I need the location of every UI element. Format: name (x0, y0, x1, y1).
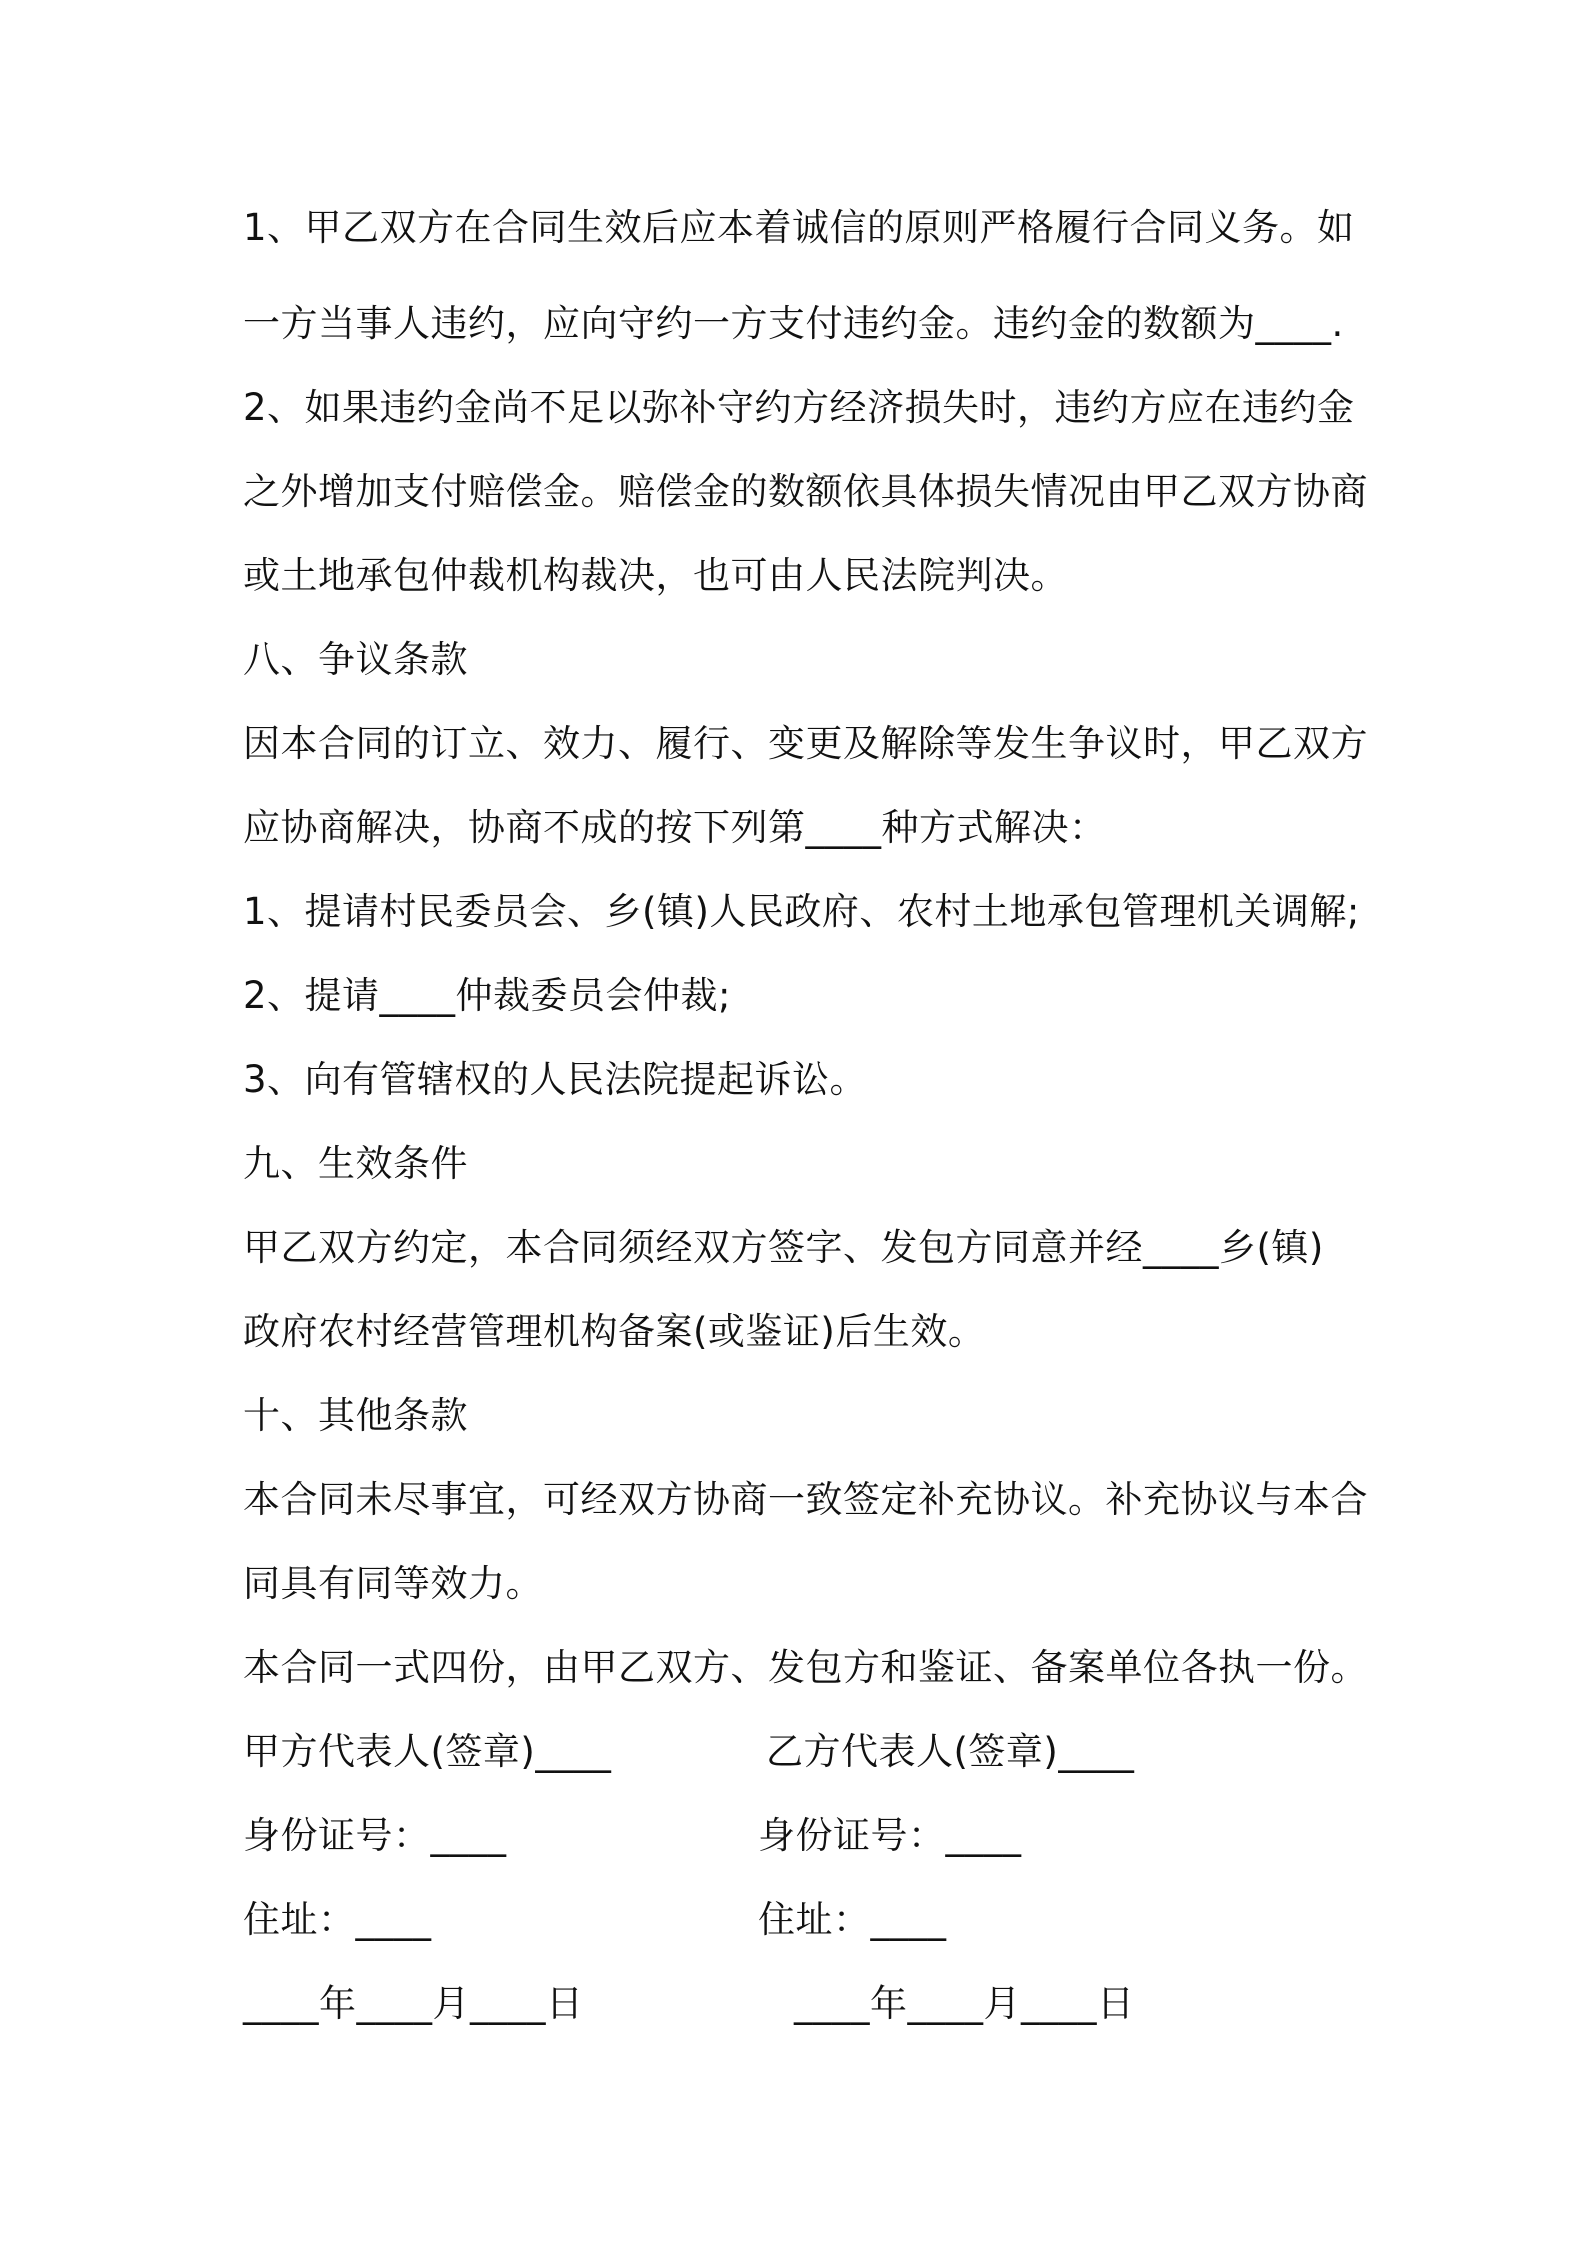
signature-row-representative (243, 1710, 1363, 1794)
clause-7-item-2-line-3: 或土地承包仲裁机构裁决，也可由人民法院判决。 (243, 554, 1068, 597)
other-paragraph-line-1: 本合同未尽事宜，可经双方协商一致签定补充协议。补充协议与本合 (243, 1478, 1368, 1521)
copies-paragraph: 本合同一式四份，由甲乙双方、发包方和鉴证、备案单位各执一份。 (243, 1646, 1368, 1689)
effectiveness-paragraph-line-2: 政府农村经营管理机构备案(或鉴证)后生效。 (243, 1310, 986, 1353)
party-a-address: 住址：____ (243, 1898, 432, 1941)
party-b-representative: 乙方代表人(签章)____ (766, 1730, 1135, 1773)
other-paragraph-line-2: 同具有同等效力。 (243, 1562, 543, 1605)
party-a-date: ____年____月____日 (243, 1982, 584, 2025)
section-heading-dispute: 八、争议条款 (243, 638, 468, 681)
section-heading-other: 十、其他条款 (243, 1394, 468, 1437)
signature-row-id (243, 1794, 1363, 1878)
party-b-date: ____年____月____日 (794, 1982, 1135, 2025)
dispute-option-3: 3、向有管辖权的人民法院提起诉讼。 (243, 1058, 868, 1101)
dispute-option-2: 2、提请____仲裁委员会仲裁; (243, 974, 732, 1017)
party-b-address: 住址：____ (758, 1898, 947, 1941)
clause-7-item-2-line-2: 之外增加支付赔偿金。赔偿金的数额依具体损失情况由甲乙双方协商 (243, 470, 1368, 513)
party-a-id-number: 身份证号：____ (243, 1814, 507, 1857)
effectiveness-paragraph-line-1: 甲乙双方约定，本合同须经双方签字、发包方同意并经____乡(镇) (243, 1226, 1324, 1269)
clause-7-item-2-line-1: 2、如果违约金尚不足以弥补守约方经济损失时，违约方应在违约金 (243, 386, 1355, 429)
party-b-id-number: 身份证号：____ (758, 1814, 1022, 1857)
signature-row-date (243, 1962, 1363, 2046)
dispute-paragraph-line-2: 应协商解决，协商不成的按下列第____种方式解决： (243, 806, 1107, 849)
section-heading-effectiveness: 九、生效条件 (243, 1142, 468, 1185)
dispute-option-1: 1、提请村民委员会、乡(镇)人民政府、农村土地承包管理机关调解; (243, 890, 1360, 933)
clause-7-item-1-line-1: 1、甲乙双方在合同生效后应本着诚信的原则严格履行合同义务。如 (243, 206, 1355, 249)
document-body (243, 198, 1368, 2046)
clause-7-item-1-line-2: 一方当事人违约，应向守约一方支付违约金。违约金的数额为____. (243, 302, 1344, 345)
dispute-paragraph-line-1: 因本合同的订立、效力、履行、变更及解除等发生争议时，甲乙双方 (243, 722, 1368, 765)
signature-row-address (243, 1878, 1363, 1962)
party-a-representative: 甲方代表人(签章)____ (243, 1730, 612, 1773)
